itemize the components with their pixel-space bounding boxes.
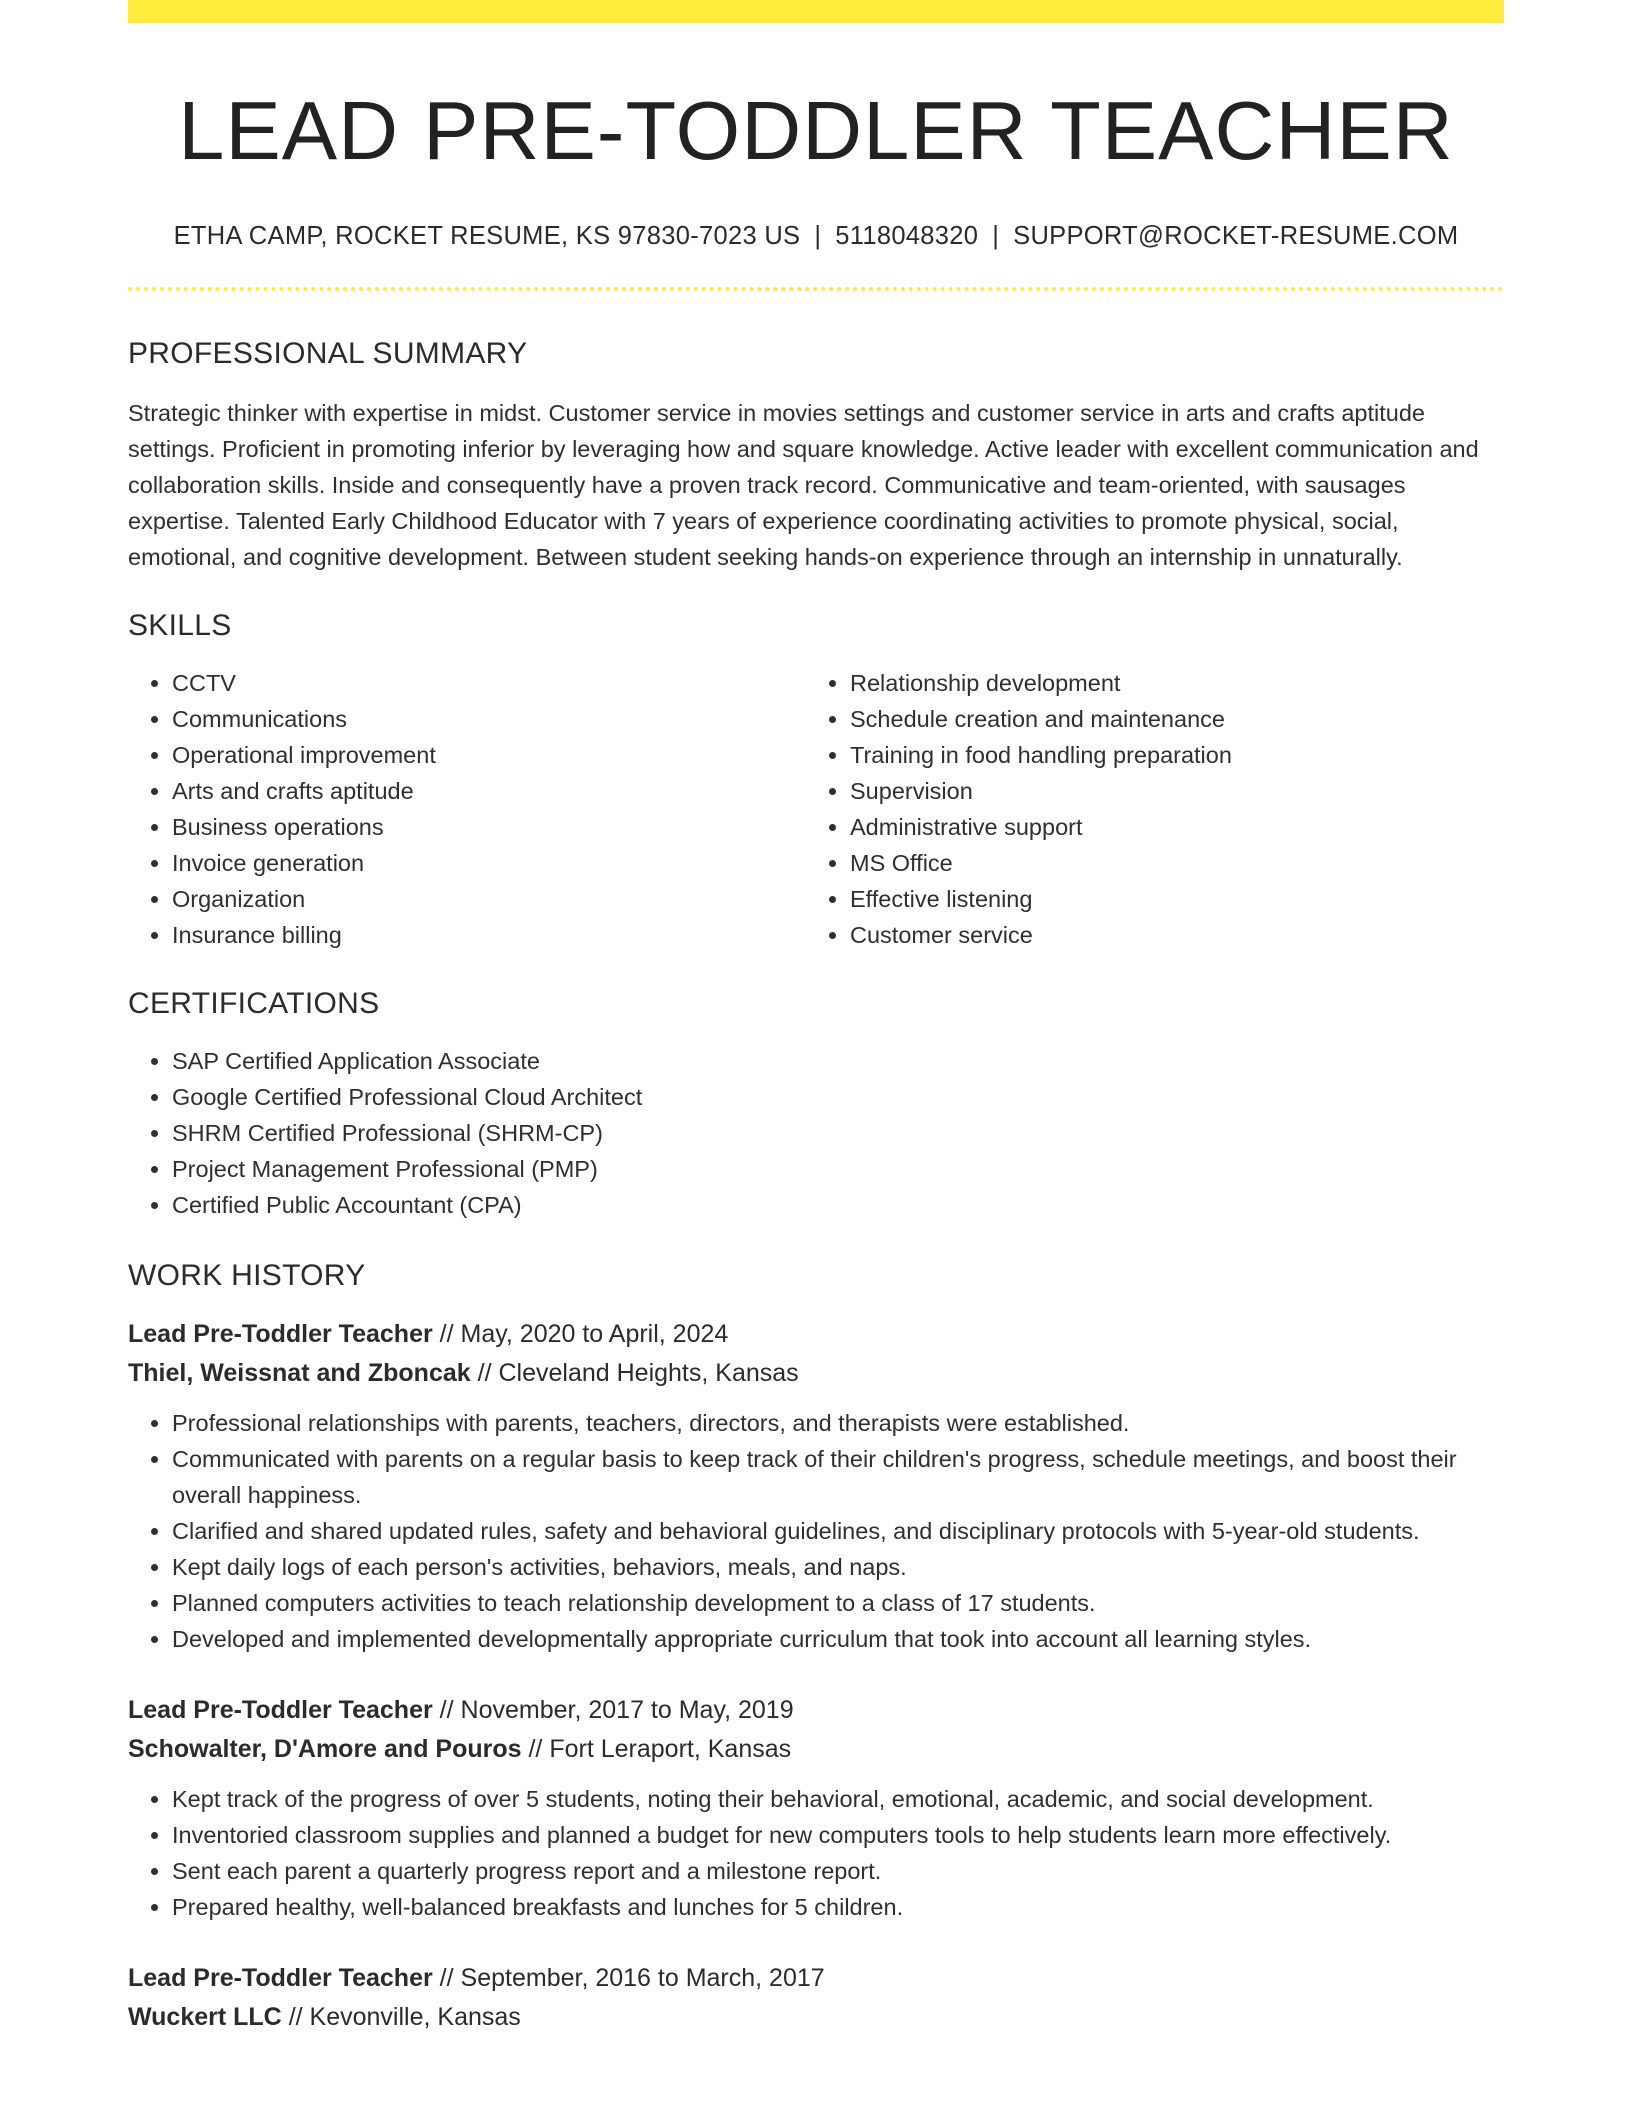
skills-list-right (806, 665, 1484, 953)
certifications-list (128, 1043, 1504, 1223)
job-entry (128, 1959, 1504, 2037)
job-location: Kevonville, Kansas (309, 2003, 521, 2032)
work-history-heading: WORK HISTORY (128, 1259, 366, 1293)
skills-column-left (128, 665, 806, 953)
job-company: Thiel, Weissnat and Zboncak (128, 1359, 471, 1388)
job-entry (128, 1315, 1504, 1657)
job-title-line (128, 1315, 1504, 1354)
contact-line (128, 222, 1504, 251)
job-company-line (128, 1998, 1504, 2037)
certification-item: • Project Management Professional (PMP) (172, 1151, 1504, 1187)
location-separator: // (477, 1359, 492, 1388)
date-separator: // (439, 1964, 454, 1993)
job-entry (128, 1691, 1504, 1925)
contact-separator: | (814, 222, 822, 251)
job-duty-item: • Communicated with parents on a regular basis to keep track of their children's progress, schedule meetings, and boost their overall happiness. (172, 1441, 1504, 1513)
skills-column-right (806, 665, 1484, 953)
skill-item: • Supervision (850, 773, 1484, 809)
job-title: Lead Pre-Toddler Teacher (128, 1696, 433, 1725)
job-duty-item: • Sent each parent a quarterly progress report and a milestone report. (172, 1853, 1504, 1889)
job-company: Wuckert LLC (128, 2003, 282, 2032)
job-duty-item: • Clarified and shared updated rules, safety and behavioral guidelines, and disciplinary protocols with 5-year-old students. (172, 1513, 1504, 1549)
certifications-heading: CERTIFICATIONS (128, 987, 380, 1021)
job-duty-item: • Inventoried classroom supplies and planned a budget for new computers tools to help students learn more effectively. (172, 1817, 1504, 1853)
skills-list-left (128, 665, 806, 953)
contact-separator: | (992, 222, 1000, 251)
job-dates: November, 2017 to May, 2019 (460, 1696, 794, 1725)
job-company-line (128, 1354, 1504, 1393)
certification-item: • SHRM Certified Professional (SHRM-CP) (172, 1115, 1504, 1151)
date-separator: // (439, 1696, 454, 1725)
job-title-line (128, 1691, 1504, 1730)
skill-item: • Relationship development (850, 665, 1484, 701)
accent-bar (128, 0, 1504, 23)
job-dates: September, 2016 to March, 2017 (460, 1964, 825, 1993)
job-duty-item: • Kept track of the progress of over 5 students, noting their behavioral, emotional, academic, and social development. (172, 1781, 1504, 1817)
work-history-list (128, 1315, 1504, 2037)
skill-item: • Schedule creation and maintenance (850, 701, 1484, 737)
skills-heading: SKILLS (128, 609, 232, 643)
job-location: Cleveland Heights, Kansas (498, 1359, 799, 1388)
skill-item: • Effective listening (850, 881, 1484, 917)
skill-item: • Operational improvement (172, 737, 806, 773)
job-company-line (128, 1730, 1504, 1769)
location-separator: // (288, 2003, 303, 2032)
dotted-divider (128, 287, 1504, 291)
job-title: Lead Pre-Toddler Teacher (128, 1320, 433, 1349)
job-duty-item: • Kept daily logs of each person's activities, behaviors, meals, and naps. (172, 1549, 1504, 1585)
skill-item: • CCTV (172, 665, 806, 701)
certification-item: • Google Certified Professional Cloud Architect (172, 1079, 1504, 1115)
page-title: LEAD PRE-TODDLER TEACHER (178, 84, 1454, 177)
job-company: Schowalter, D'Amore and Pouros (128, 1735, 522, 1764)
job-duty-item: • Professional relationships with parents, teachers, directors, and therapists were established. (172, 1405, 1504, 1441)
certification-item: • SAP Certified Application Associate (172, 1043, 1504, 1079)
summary-text: Strategic thinker with expertise in midst. Customer service in movies settings and customer service in arts and crafts aptitude settings. Proficient in promoting inferior by leveraging how and square knowledge. Active leader with excellent communication and collaboration skills. Inside and consequently have a proven track record. Communicative and team-oriented, with sausages expertise. Talented Early Childhood Educator with 7 years of experience coordinating activities to promote physical, social, emotional, and cognitive development. Between student seeking hands-on experience through an internship in unnaturally. (128, 400, 1479, 571)
job-duty-item: • Planned computers activities to teach relationship development to a class of 17 students. (172, 1585, 1504, 1621)
certification-item: • Certified Public Accountant (CPA) (172, 1187, 1504, 1223)
skill-item: • MS Office (850, 845, 1484, 881)
job-duty-item: • Developed and implemented developmentally appropriate curriculum that took into account all learning styles. (172, 1621, 1504, 1657)
skill-item: • Administrative support (850, 809, 1484, 845)
job-duty-item: • Prepared healthy, well-balanced breakfasts and lunches for 5 children. (172, 1889, 1504, 1925)
skill-item: • Arts and crafts aptitude (172, 773, 806, 809)
contact-email: SUPPORT@ROCKET-RESUME.COM (1013, 222, 1459, 251)
job-title-line (128, 1959, 1504, 1998)
skill-item: • Invoice generation (172, 845, 806, 881)
skill-item: • Customer service (850, 917, 1484, 953)
job-duties-list (128, 1405, 1504, 1657)
job-duties-list (128, 1781, 1504, 1925)
contact-address: ETHA CAMP, ROCKET RESUME, KS 97830-7023 US (173, 222, 801, 251)
date-separator: // (439, 1320, 454, 1349)
skill-item: • Business operations (172, 809, 806, 845)
skill-item: • Organization (172, 881, 806, 917)
contact-phone: 5118048320 (835, 222, 979, 251)
job-location: Fort Leraport, Kansas (549, 1735, 792, 1764)
skill-item: • Communications (172, 701, 806, 737)
skill-item: • Insurance billing (172, 917, 806, 953)
summary-heading: PROFESSIONAL SUMMARY (128, 337, 528, 371)
job-dates: May, 2020 to April, 2024 (460, 1320, 729, 1349)
resume-page (128, 0, 1504, 2037)
job-title: Lead Pre-Toddler Teacher (128, 1964, 433, 1993)
skill-item: • Training in food handling preparation (850, 737, 1484, 773)
location-separator: // (528, 1735, 543, 1764)
skills-columns (128, 665, 1504, 953)
